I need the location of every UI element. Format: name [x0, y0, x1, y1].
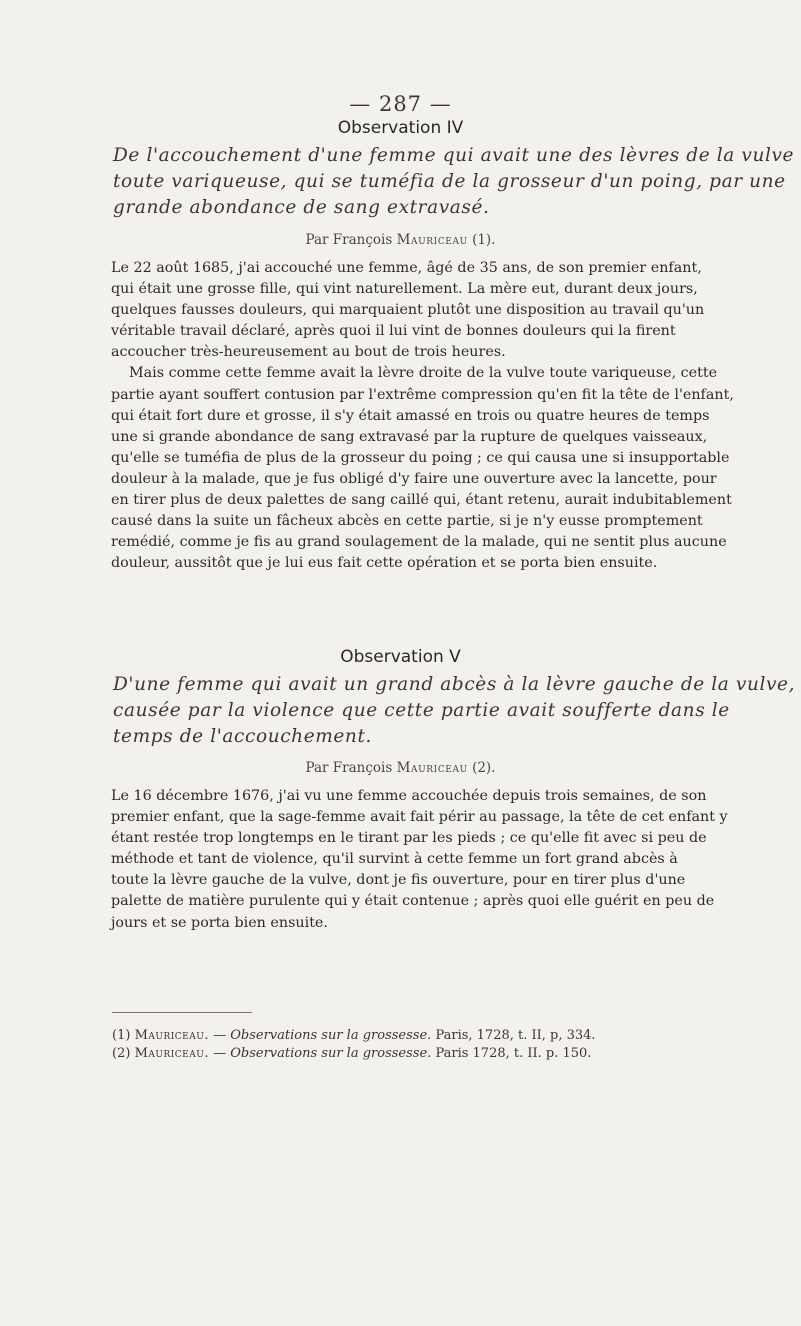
author-name: Mauriceau — [396, 760, 468, 776]
text-line: qui était fort dure et grosse, il s'y était amassé en trois ou quatre heures de temps — [111, 407, 710, 424]
text-line: Mais comme cette femme avait la lèvre droite de la vulve toute variqueuse, cette — [129, 365, 718, 382]
footnote-reference: Paris 1728, t. II. p. 150. — [435, 1045, 592, 1061]
observation-heading: Observation V — [340, 647, 461, 667]
author-line — [0, 232, 801, 248]
observation-body — [111, 786, 728, 934]
text-line: véritable travail déclaré, après quoi il lui vint de bonnes douleurs qui la firent — [111, 323, 676, 340]
author-prefix: Par François — [305, 760, 393, 776]
text-line: qu'elle se tuméfia de plus de la grosseur du poing ; ce qui causa une si insupportable — [111, 449, 730, 466]
footnote-reference: Paris, 1728, t. II, p, 334. — [435, 1028, 596, 1043]
text-line: palette de matière purulente qui y était contenue ; après quoi elle guérit en peu de — [111, 893, 715, 910]
text-line: accoucher très-heureusement au bout de trois heures. — [111, 344, 506, 361]
text-line: premier enfant, que la sage-femme avait fait périr au passage, la tête de cet enfant y — [111, 809, 728, 826]
text-line: toute la lèvre gauche de la vulve, dont je fis ouverture, pour en tirer plus d'une — [111, 872, 686, 889]
text-line: partie ayant souffert contusion par l'extrême compression qu'en fit la tête de l'enfant, — [111, 386, 734, 403]
footnotes — [112, 1027, 732, 1062]
text-line: causé dans la suite un fâcheux abcès en cette partie, si je n'y eusse promptement — [111, 513, 703, 530]
title-line: De l'accouchement d'une femme qui avait une des lèvres de la vulve — [113, 145, 795, 166]
author-name: Mauriceau — [396, 232, 468, 248]
footnote-mark: (1) — [112, 1028, 131, 1043]
text-line: méthode et tant de violence, qu'il survint à cette femme un fort grand abcès à — [111, 851, 678, 868]
footnote-mark: (2) — [112, 1045, 131, 1061]
title-line: temps de l'accouchement. — [113, 726, 372, 747]
title-line: grande abondance de sang extravasé. — [113, 197, 490, 218]
author-line — [0, 760, 801, 776]
text-line: une si grande abondance de sang extravasé par la rupture de quelques vaisseaux, — [111, 428, 708, 445]
text-line: étant restée trop longtemps en le tirant par les pieds ; ce qu'elle fit avec si peu de — [111, 830, 707, 847]
footnote — [112, 1027, 732, 1045]
text-line: remédié, comme je fis au grand soulagement de la malade, qui ne sentit plus aucune — [111, 534, 727, 551]
text-line: jours et se porta bien ensuite. — [111, 914, 328, 931]
title-line: D'une femme qui avait un grand abcès à la lèvre gauche de la vulve, — [113, 674, 796, 695]
text-line: Le 16 décembre 1676, j'ai vu une femme accouchée depuis trois semaines, de son — [111, 788, 707, 804]
text-line: quelques fausses douleurs, qui marquaient plutôt une disposition au travail qu'un — [111, 302, 705, 319]
text-line: qui était une grosse fille, qui vint naturellement. La mère eut, durant deux jours, — [111, 281, 698, 298]
footnote-author: Mauriceau. — [134, 1045, 209, 1061]
footnote-dash: — — [213, 1045, 227, 1061]
observation-heading: Observation IV — [337, 118, 464, 138]
title-line: causée par la violence que cette partie avait soufferte dans le — [113, 700, 730, 721]
footnote-title: Observations sur la grossesse. — [230, 1045, 432, 1061]
footnote-author: Mauriceau. — [134, 1028, 209, 1043]
text-line: douleur à la malade, que je fus obligé d'y faire une ouverture avec la lancette, pour — [111, 470, 717, 487]
footnote — [112, 1045, 732, 1063]
observation-body — [111, 258, 734, 574]
author-note: (1). — [472, 232, 496, 248]
author-note: (2). — [472, 760, 496, 776]
title-line: toute variqueuse, qui se tuméfia de la grosseur d'un poing, par une — [113, 171, 786, 192]
footnote-dash: — — [213, 1028, 227, 1043]
author-prefix: Par François — [305, 232, 393, 248]
observation-title — [113, 143, 795, 221]
text-line: Le 22 août 1685, j'ai accouché une femme, âgé de 35 ans, de son premier enfant, — [111, 260, 702, 276]
text-line: en tirer plus de deux palettes de sang caillé qui, étant retenu, aurait indubitablement — [111, 492, 732, 509]
observation-title — [113, 672, 796, 750]
footnote-divider — [112, 1012, 252, 1013]
text-line: douleur, aussitôt que je lui eus fait cette opération et se porta bien ensuite. — [111, 555, 658, 572]
page-number: — 287 — — [349, 92, 452, 116]
footnote-title: Observations sur la grossesse. — [230, 1028, 432, 1043]
